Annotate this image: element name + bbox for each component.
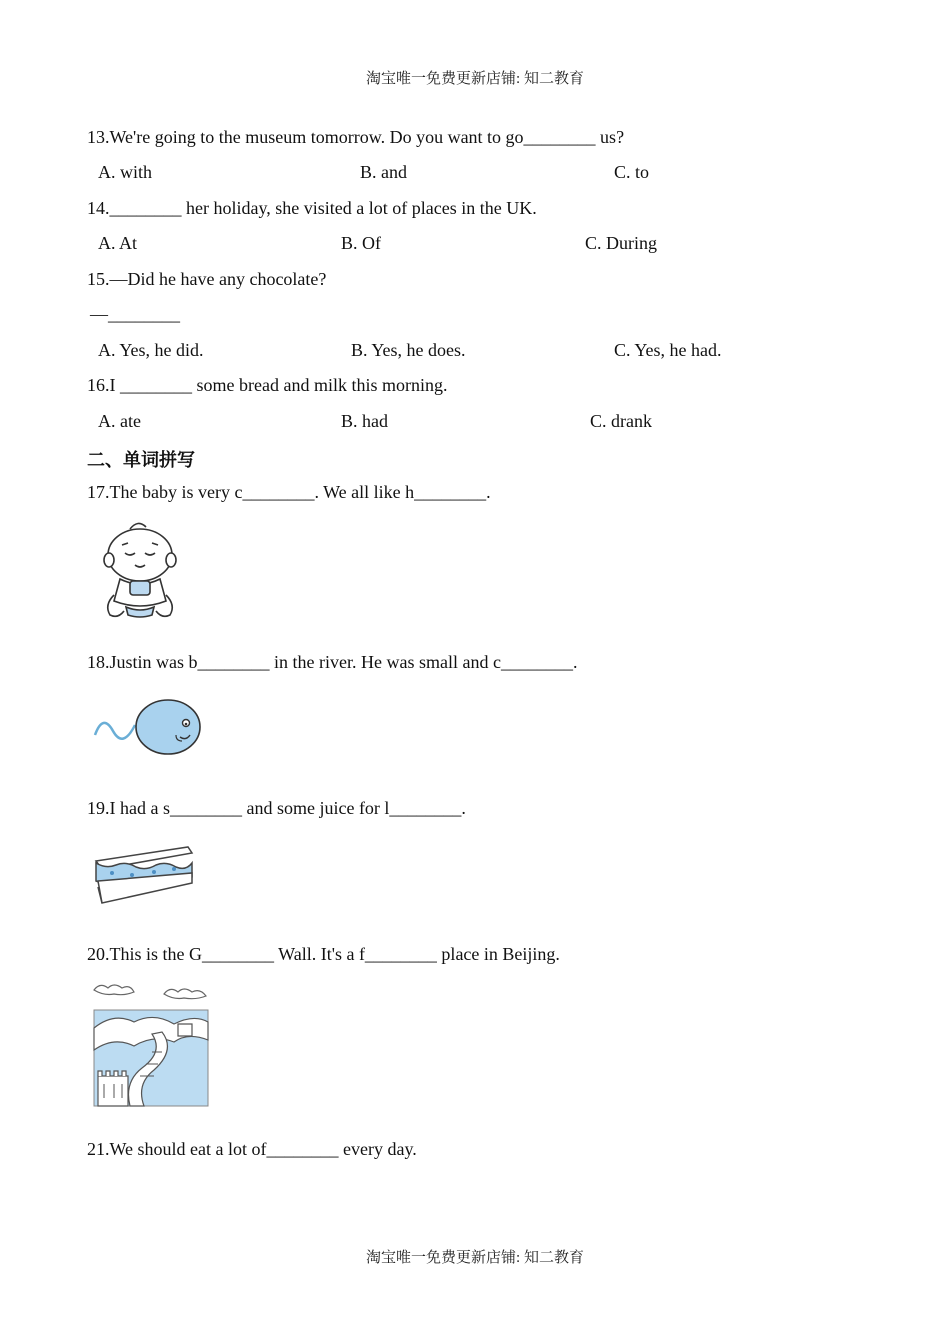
q13-option-b: B. and (360, 162, 407, 182)
question-18: 18.Justin was b________ in the river. He was small and c________. (87, 652, 578, 672)
baby-illustration (92, 515, 192, 621)
q13-option-c: C. to (614, 162, 650, 182)
section-title: 二、单词拼写 (87, 450, 195, 471)
q15-option-c: C. Yes, he had. (614, 340, 722, 360)
question-17: 17.The baby is very c________. We all like h________. (87, 482, 491, 502)
page-footer: 淘宝唯一免费更新店铺: 知二教育 (366, 1250, 584, 1266)
q16-option-b: B. had (341, 411, 388, 431)
question-19: 19.I had a s________ and some juice for l________. (87, 798, 466, 818)
q13-option-a: A. with (98, 162, 152, 182)
question-15: 15.—Did he have any chocolate? (87, 269, 327, 289)
great-wall-illustration (90, 980, 212, 1108)
q15-option-b: B. Yes, he does. (351, 340, 466, 360)
question-16: 16.I ________ some bread and milk this morning. (87, 375, 448, 395)
question-14: 14.________ her holiday, she visited a lot of places in the UK. (87, 198, 537, 218)
q14-option-c: C. During (585, 233, 657, 253)
tadpole-illustration (92, 695, 204, 759)
question-21: 21.We should eat a lot of________ every day. (87, 1139, 417, 1159)
q16-option-a: A. ate (98, 411, 141, 431)
q15-option-a: A. Yes, he did. (98, 340, 204, 360)
q15-reply-blank: —________ (90, 304, 180, 324)
q16-option-c: C. drank (590, 411, 652, 431)
page-header: 淘宝唯一免费更新店铺: 知二教育 (366, 71, 584, 87)
question-20: 20.This is the G________ Wall. It's a f________ place in Beijing. (87, 944, 560, 964)
q14-option-a: A. At (98, 233, 138, 253)
q14-option-b: B. Of (341, 233, 381, 253)
sandwich-illustration (92, 843, 196, 911)
question-13: 13.We're going to the museum tomorrow. Do you want to go________ us? (87, 127, 625, 147)
